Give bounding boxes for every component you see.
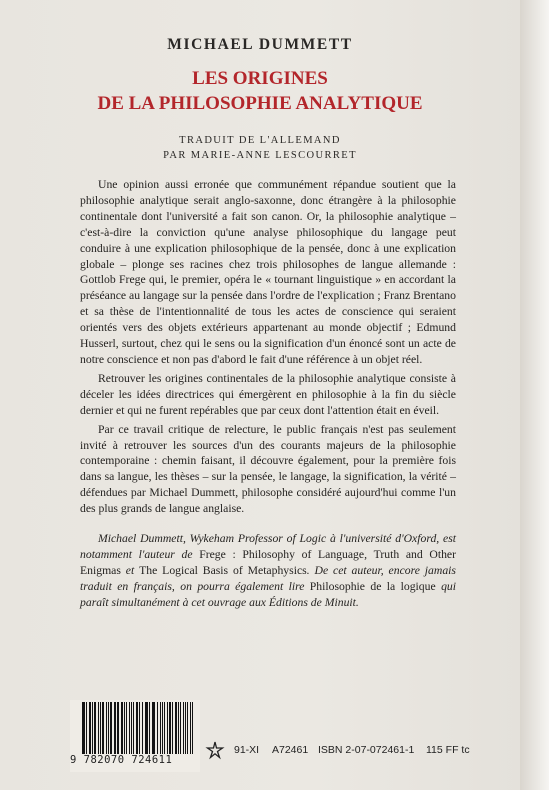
gallimard-star-icon [205,740,225,760]
barcode-stripe [131,702,132,754]
barcode-stripe [133,702,134,754]
barcode-stripe [153,702,155,754]
translator-credit [0,133,520,163]
barcode-stripe [172,702,173,754]
bio-text-4: . De cet auteur, encore jamais traduit en français, on pourra également lire [80,563,456,593]
barcode-stripe [84,702,85,754]
title-line-2: DE LA PHILOSOPHIE ANALYTIQUE [97,93,423,114]
barcode-stripe [162,702,163,754]
barcode-stripe [124,702,125,754]
barcode-stripe [102,702,104,754]
bio-work-2: Truth and Other Enigmas [80,547,456,577]
barcode-stripe [89,702,91,754]
barcode-stripe [86,702,87,754]
barcode-stripe [117,702,119,754]
bio-work-3: The Logical Basis of Metaphysics [139,563,307,577]
barcode-stripe [169,702,171,754]
bio-text-5: qui paraît simultanément à cet ouvrage aux Éditions de Minuit. [80,579,457,609]
barcode-stripe [192,702,193,754]
bio-text-1: Michael Dummett, Wykeham Professor of Logic à l'université d'Oxford, est notamment l'auteur de [80,532,456,561]
reference-code: A72461 [272,744,309,756]
translator-line-1: TRADUIT DE L'ALLEMAND [179,135,341,146]
barcode-stripe [149,702,150,754]
barcode-stripe [185,702,186,754]
title-line-1: LES ORIGINES [192,68,328,89]
barcode-stripe [187,702,188,754]
barcode-stripe [108,702,109,754]
barcode-stripe [139,702,141,754]
blurb-paragraph-1: Une opinion aussi erronée que communément répandue soutient que la philosophie analytique serait anglo-saxonne, donc étrangère à la philosophie continentale dont l'université a fait son canon. Or, la philosophie analytique – c'est-à-dire la conviction qu'une analyse philosophique du langage peut conduire à une explication philosophique de la pensée, donc à une explication globale – plonge ses racines chez trois philosophes de langue allemande : Gottlob Frege qui, le premier, opéra le « tournant linguistique » en accordant la préséance au langage sur la pensée dans l'ordre de l'explication ; Franz Brentano et sa thèse de l'intentionnalité de tous les actes de conscience qui seraient orientés vers des objets extérieurs appartenant au monde objectif ; Edmund Husserl, surtout, chez qui le sens ou la signification d'un énoncé sont un acte de notre conscience et non pas d'abord le fait d'une référence à un objet réel. [80,178,456,366]
barcode-bars [82,702,194,754]
series-code: 91-XI [234,744,260,756]
barcode-stripe [136,702,138,754]
barcode-stripe [121,702,123,754]
barcode-stripe [175,702,177,754]
barcode-stripe [164,702,165,754]
barcode-stripe [100,702,101,754]
bio-work-4: Philosophie de la logique [309,579,436,593]
barcode-stripe [180,702,181,754]
author-name: MICHAEL DUMMETT [167,36,353,53]
barcode-stripe [94,702,96,754]
barcode-stripe [146,702,148,754]
isbn: ISBN 2-07-072461-1 [318,744,415,756]
barcode-stripe [115,702,116,754]
bio-text-2: , [364,547,374,561]
author-bio [80,531,456,611]
bio-work-1: Frege : Philosophy of Language [199,547,365,561]
barcode-stripe [110,702,112,754]
barcode-number: 9 782070 724611 [70,754,173,766]
barcode-stripe [178,702,179,754]
translator-line-2: PAR MARIE-ANNE LESCOURRET [163,150,357,161]
barcode-stripe [157,702,158,754]
barcode-stripe [92,702,93,754]
barcode-stripe [126,702,127,754]
price: 115 FF tc [426,744,470,756]
blurb-paragraph-2: Retrouver les origines continentales de la philosophie analytique consiste à déceler les idées directrices qui émergèrent en philosophie à la fin du siècle dernier et qui ne furent repérables que par ceux dont l'attention était en éveil. [80,371,456,417]
page-edge [520,0,549,790]
barcode-stripe [142,702,143,754]
book-title [0,66,520,116]
blurb-paragraph-3: Par ce travail critique de relecture, le public français n'est pas seulement invité à retrouver les sources d'un des courants majeurs de la philosophie contemporaine : chemin faisant, il découvre également, pour la première fois dans sa langue, les thèses – sur la pensée, le langage, la signification, la vérité – défendues par Michael Dummett, philosophe considéré aujourd'hui comme l'un des plus grands de langue anglaise. [80,422,456,516]
bio-text-3: et [120,563,140,577]
blurb [80,177,456,614]
